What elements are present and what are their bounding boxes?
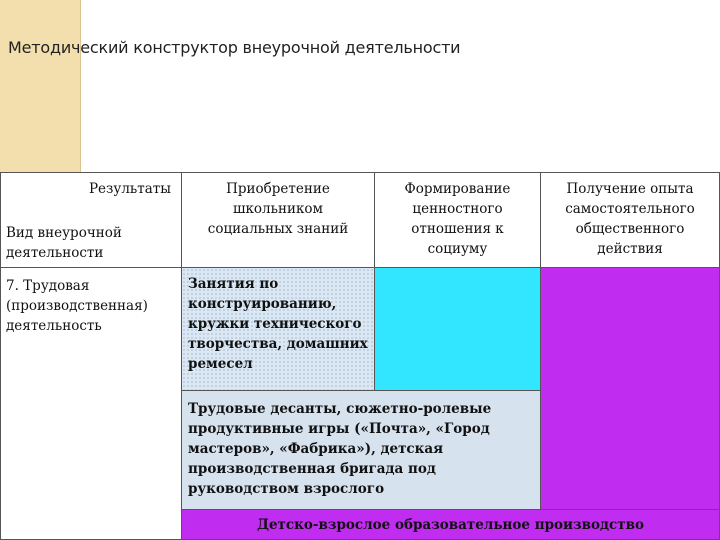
header-col-values bbox=[374, 172, 541, 268]
level2-upper-cell bbox=[374, 267, 541, 391]
header-results-label: Результаты bbox=[88, 181, 171, 197]
header-col-values-text: Формирование ценностного отношения к социуму bbox=[404, 181, 511, 257]
decorative-stripe bbox=[0, 0, 81, 172]
row-label-text: 7. Трудовая (производственная) деятельность bbox=[6, 278, 148, 334]
page-title: Методический конструктор внеурочной деятельности bbox=[8, 38, 461, 57]
header-col-knowledge bbox=[181, 172, 375, 268]
row-label-cell bbox=[0, 267, 182, 540]
level3-text: Детско-взрослое образовательное производство bbox=[256, 517, 645, 533]
level2-cell bbox=[181, 390, 541, 510]
header-corner bbox=[0, 172, 182, 268]
level3-cell bbox=[181, 509, 720, 540]
header-col-experience-text: Получение опыта самостоятельного общественного действия bbox=[565, 181, 695, 257]
header-activity-label: Вид внеурочной деятельности bbox=[6, 225, 122, 261]
level1-text: Занятия по конструированию, кружки технического творчества, домашних ремесел bbox=[188, 276, 368, 372]
header-col-knowledge-text: Приобретение школьником социальных знаний bbox=[207, 181, 349, 237]
level1-cell bbox=[181, 267, 375, 391]
constructor-table bbox=[0, 172, 720, 540]
level3-upper-cell bbox=[540, 267, 720, 510]
level2-text: Трудовые десанты, сюжетно-ролевые продуктивные игры («Почта», «Город мастеров», «Фабрика»), детская производственная бригада под руководством взрослого bbox=[188, 401, 492, 497]
header-col-experience bbox=[540, 172, 720, 268]
